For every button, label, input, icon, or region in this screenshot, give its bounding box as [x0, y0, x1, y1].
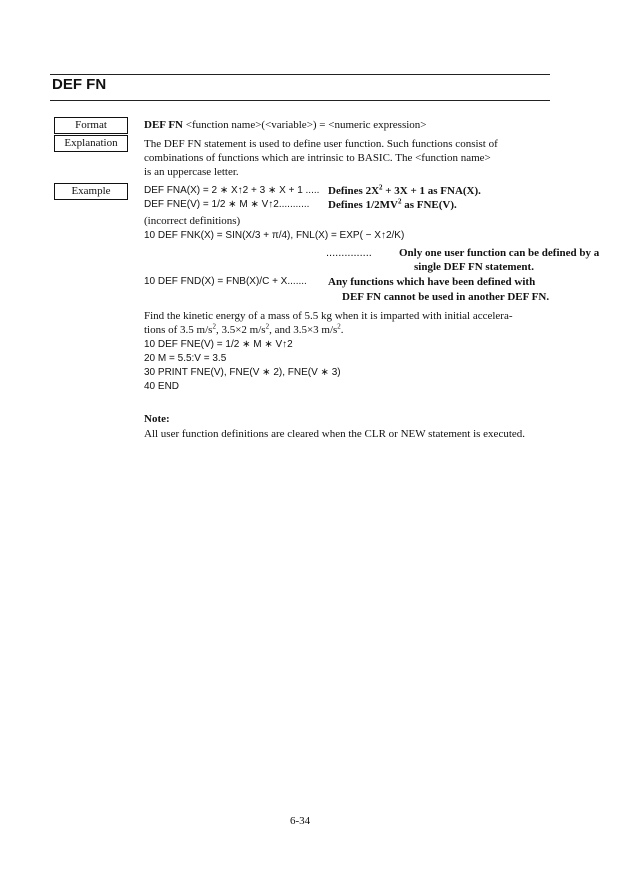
program-line-30: 30 PRINT FNE(V), FNE(V ∗ 2), FNE(V ∗ 3) [144, 367, 341, 378]
program-line-40: 40 END [144, 381, 180, 392]
explanation-label: Explanation [54, 135, 128, 152]
example-fna-code: DEF FNA(X) = 2 ∗ X↑2 + 3 ∗ X + 1 ..... [144, 185, 320, 196]
page-number: 6-34 [290, 815, 311, 827]
example-fnk-dots: ............... [326, 247, 372, 259]
format-syntax [144, 118, 427, 132]
title-rule [50, 100, 550, 101]
example-fna-desc: Defines $2X^2 + 3X + 1$ as FNA(X). [328, 183, 481, 197]
example-fne-code: DEF FNE(V) = 1/2 ∗ M ∗ V↑2........... [144, 199, 310, 210]
section-title: DEF FN [52, 76, 107, 93]
incorrect-definitions-heading: (incorrect definitions) [144, 215, 241, 227]
example-label: Example [54, 183, 128, 200]
example-fnk-desc-1: Only one user function can be defined by a [399, 247, 600, 259]
format-expression: <function name>(<variable>) = <numeric expression> [185, 119, 427, 131]
format-keyword: DEF FN [144, 119, 184, 131]
note-title: Note: [144, 413, 170, 425]
example-fnd-code: 10 DEF FND(X) = FNB(X)/C + X....... [144, 276, 307, 287]
problem-line-1: Find the kinetic energy of a mass of 5.5 kg when it is imparted with initial accelera- [144, 310, 513, 322]
program-line-20: 20 M = 5.5:V = 3.5 [144, 353, 227, 364]
example-fnd-desc-2: DEF FN cannot be used in another DEF FN. [342, 291, 550, 303]
top-rule [50, 74, 550, 75]
program-line-10: 10 DEF FNE(V) = 1/2 ∗ M ∗ V↑2 [144, 339, 293, 350]
example-fnk-code: 10 DEF FNK(X) = SIN(X/3 + π/4), FNL(X) = EXP( − X↑2/K) [144, 230, 405, 241]
explanation-line-1: The DEF FN statement is used to define user function. Such functions consist of [144, 138, 498, 150]
problem-line-2: tions of 3.5 $m/s^2$, 3.5×2 $m/s^2$, and 3.5×3 $m/s^2$. [144, 322, 344, 336]
note-text: All user function definitions are cleared when the CLR or NEW statement is executed. [144, 428, 526, 440]
example-fnd-desc-1: Any functions which have been defined with [328, 276, 536, 288]
format-label: Format [54, 117, 128, 134]
explanation-line-2: combinations of functions which are intrinsic to BASIC. The <function name> [144, 152, 491, 164]
explanation-line-3: is an uppercase letter. [144, 166, 239, 178]
example-fne-desc: Defines $1/2MV^2$ as FNE(V). [328, 197, 457, 211]
example-fnk-desc-2: single DEF FN statement. [414, 261, 534, 273]
